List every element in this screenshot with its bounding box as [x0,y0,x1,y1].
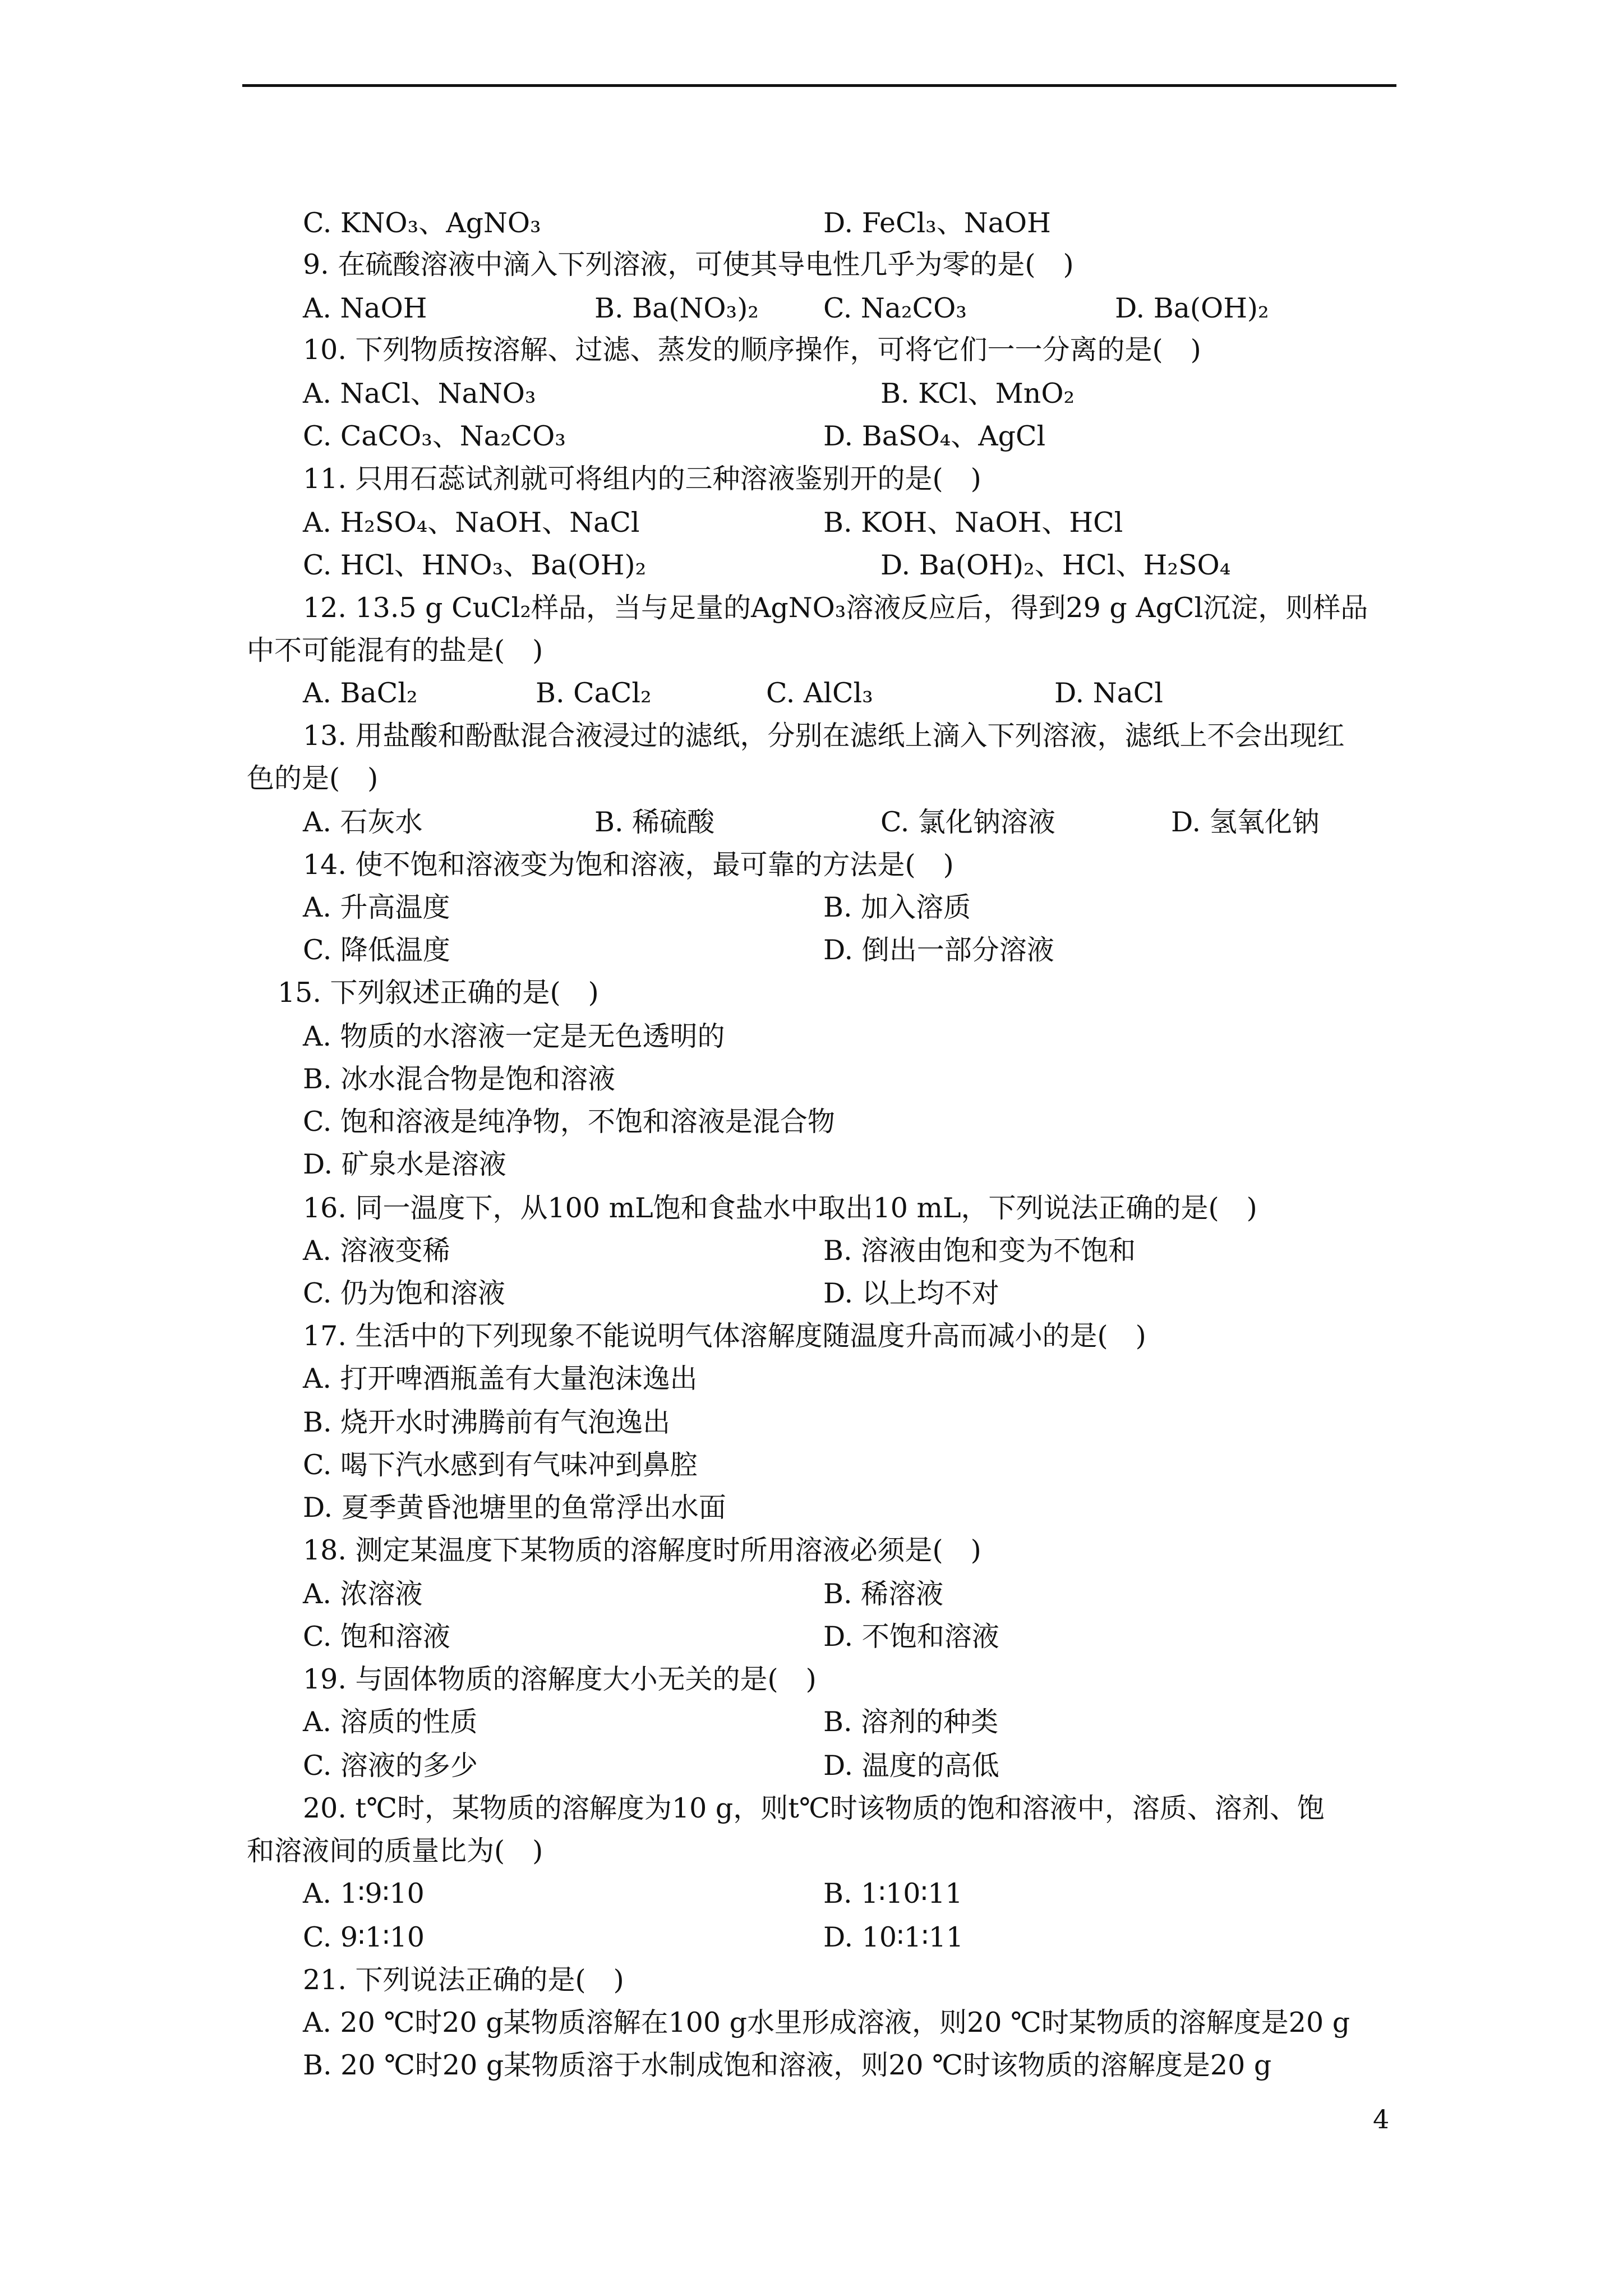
text-line: 18. 测定某温度下某物质的溶解度时所用溶液必须是( ) [303,1534,981,1566]
text-line: 14. 使不饱和溶液变为饱和溶液，最可靠的方法是( ) [303,849,954,881]
text-line: C. Na₂CO₃ [823,292,967,324]
text-line: C. 饱和溶液 [303,1621,450,1653]
text-line: C. 溶液的多少 [303,1750,478,1782]
text-line: A. NaCl、NaNO₃ [303,378,536,409]
text-line: 21. 下列说法正确的是( ) [303,1964,624,1996]
text-line: C. 饱和溶液是纯净物，不饱和溶液是混合物 [303,1106,835,1138]
text-line: B. 溶液由饱和变为不饱和 [823,1235,1136,1267]
text-line: 20. t℃时，某物质的溶解度为10 g，则t℃时该物质的饱和溶液中，溶质、溶剂、饱 [303,1792,1325,1824]
text-line: A. 溶质的性质 [303,1706,478,1738]
text-line: C. 氯化钠溶液 [880,806,1055,838]
text-line: D. Ba(OH)₂、HCl、H₂SO₄ [880,549,1231,581]
text-line: 10. 下列物质按溶解、过滤、蒸发的顺序操作，可将它们一一分离的是( ) [303,334,1201,366]
text-line: C. AlCl₃ [766,677,873,709]
text-line: A. BaCl₂ [303,677,418,709]
text-line: B. 溶剂的种类 [823,1706,999,1738]
text-line: B. 冰水混合物是饱和溶液 [303,1063,616,1095]
text-line: 15. 下列叙述正确的是( ) [278,977,599,1009]
text-line: B. KOH、NaOH、HCl [823,507,1123,539]
text-line: D. Ba(OH)₂ [1115,292,1269,324]
text-line: B. 烧开水时沸腾前有气泡逸出 [303,1406,671,1438]
text-line: A. 溶液变稀 [303,1235,450,1267]
text-line: D. 温度的高低 [823,1750,999,1782]
text-line: B. 20 ℃时20 g某物质溶于水制成饱和溶液，则20 ℃时该物质的溶解度是20 g [303,2049,1272,2081]
text-line: D. 夏季黄昏池塘里的鱼常浮出水面 [303,1492,726,1524]
text-line: D. FeCl₃、NaOH [823,207,1051,239]
text-line: D. 10∶1∶11 [823,1921,964,1953]
text-line: A. 物质的水溶液一定是无色透明的 [303,1020,725,1052]
text-line: B. KCl、MnO₂ [880,378,1075,409]
text-line: 和溶液间的质量比为( ) [247,1835,543,1867]
text-line: A. 升高温度 [303,891,450,923]
text-line: A. 1∶9∶10 [303,1878,425,1910]
page-number: 4 [1373,2104,1390,2134]
text-line: A. H₂SO₄、NaOH、NaCl [303,507,640,539]
text-line: D. 矿泉水是溶液 [303,1148,506,1180]
text-line: 中不可能混有的盐是( ) [247,634,543,666]
header-rule [242,84,1396,87]
text-line: 13. 用盐酸和酚酞混合液浸过的滤纸，分别在滤纸上滴入下列溶液，滤纸上不会出现红 [303,720,1345,752]
text-line: 9. 在硫酸溶液中滴入下列溶液，可使其导电性几乎为零的是( ) [303,249,1074,280]
text-line: B. CaCl₂ [536,677,652,709]
text-line: C. 降低温度 [303,934,450,966]
text-line: 19. 与固体物质的溶解度大小无关的是( ) [303,1663,817,1695]
text-line: 17. 生活中的下列现象不能说明气体溶解度随温度升高而减小的是( ) [303,1320,1146,1352]
text-line: B. Ba(NO₃)₂ [594,292,759,324]
text-line: 16. 同一温度下，从100 mL饱和食盐水中取出10 mL，下列说法正确的是( ) [303,1192,1257,1224]
text-line: A. 石灰水 [303,806,423,838]
text-line: C. CaCO₃、Na₂CO₃ [303,420,566,452]
text-line: A. 浓溶液 [303,1578,423,1610]
text-line: A. NaOH [303,292,427,324]
text-line: B. 稀溶液 [823,1578,944,1610]
text-line: D. NaCl [1054,677,1163,709]
text-line: 11. 只用石蕊试剂就可将组内的三种溶液鉴别开的是( ) [303,463,981,495]
text-line: D. 氢氧化钠 [1171,806,1320,838]
text-line: 色的是( ) [247,762,379,794]
text-line: A. 20 ℃时20 g某物质溶解在100 g水里形成溶液，则20 ℃时某物质的溶解度是20 g [303,2007,1350,2039]
text-line: D. BaSO₄、AgCl [823,420,1046,452]
text-line: B. 1∶10∶11 [823,1878,963,1910]
text-line: D. 不饱和溶液 [823,1621,999,1653]
text-line: D. 以上均不对 [823,1277,999,1309]
text-line: C. 喝下汽水感到有气味冲到鼻腔 [303,1449,698,1481]
text-line: B. 稀硫酸 [594,806,715,838]
text-line: C. 9∶1∶10 [303,1921,425,1953]
text-line: A. 打开啤酒瓶盖有大量泡沫逸出 [303,1363,698,1395]
text-line: C. KNO₃、AgNO₃ [303,207,541,239]
text-line: B. 加入溶质 [823,891,971,923]
text-line: D. 倒出一部分溶液 [823,934,1054,966]
text-line: C. HCl、HNO₃、Ba(OH)₂ [303,549,647,581]
text-line: 12. 13.5 g CuCl₂样品，当与足量的AgNO₃溶液反应后，得到29 g AgCl沉淀，则样品 [303,592,1368,624]
text-line: C. 仍为饱和溶液 [303,1277,505,1309]
